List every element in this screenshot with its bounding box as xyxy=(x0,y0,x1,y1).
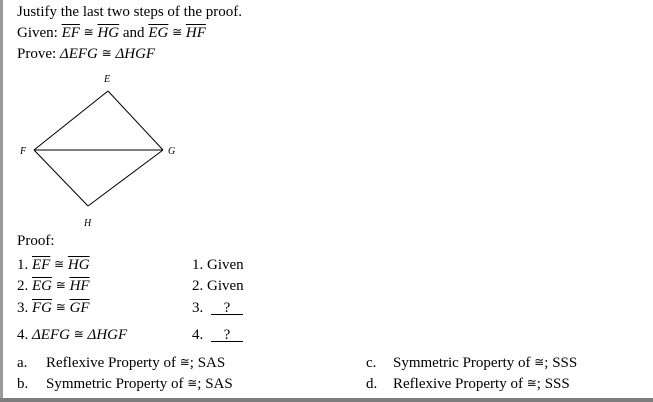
statement-seg-a: $\overline{EG}$ xyxy=(32,278,52,294)
choice-b-letter[interactable]: b. xyxy=(17,376,29,392)
reason-1 xyxy=(192,257,244,274)
instruction-text: Justify the last two steps of the proof. xyxy=(17,4,242,20)
choice-a-text[interactable] xyxy=(46,355,225,372)
congruent-symbol: ≅ xyxy=(54,257,65,271)
reason-number: 4. xyxy=(192,327,204,343)
congruent-symbol: ≅ xyxy=(55,300,66,314)
reason-number: 1. xyxy=(192,257,204,273)
choice-d-text[interactable] xyxy=(393,376,570,393)
statement-number: 3. xyxy=(17,300,29,316)
congruent-symbol: ≅ xyxy=(101,46,112,60)
congruent-symbol: ≅ xyxy=(172,25,183,39)
congruent-symbol: ≅ xyxy=(179,355,190,369)
segment-fh xyxy=(34,150,88,206)
given-and: and xyxy=(122,25,145,41)
statement-number: 1. xyxy=(17,257,29,273)
given-seg-eg: $\overline{EG}$ xyxy=(148,25,169,41)
given-label: Given: xyxy=(17,25,58,41)
statement-seg-b: $\overline{HG}$ xyxy=(67,257,90,273)
statement-tri-b: ΔHGF xyxy=(87,327,128,343)
vertex-label-e: E xyxy=(104,74,111,85)
statement-seg-b: $\overline{HF}$ xyxy=(69,278,90,294)
reason-3 xyxy=(192,300,243,317)
statement-seg-a: $\overline{FG}$ xyxy=(32,300,52,316)
proof-label: Proof: xyxy=(17,233,55,249)
segment-hg xyxy=(88,150,163,206)
choice-c-label: Symmetric Property of xyxy=(393,355,535,371)
choice-d-label: Reflexive Property of xyxy=(393,376,527,392)
statement-4 xyxy=(17,327,127,344)
choice-c-text[interactable] xyxy=(393,355,577,372)
quadrilateral-diagram xyxy=(0,66,200,236)
choice-a-letter[interactable]: a. xyxy=(17,355,28,371)
reason-blank: ? xyxy=(211,329,243,342)
statement-seg-a: $\overline{EF}$ xyxy=(32,257,51,273)
statement-1 xyxy=(17,257,90,274)
bottom-border xyxy=(0,398,653,402)
reason-number: 2. xyxy=(192,278,204,294)
statement-tri-a: ΔEFG xyxy=(32,327,70,343)
congruent-symbol: ≅ xyxy=(187,376,198,390)
given-line xyxy=(17,25,206,42)
congruent-symbol: ≅ xyxy=(526,376,537,390)
congruent-symbol: ≅ xyxy=(534,355,545,369)
statement-2 xyxy=(17,278,90,295)
reason-number: 3. xyxy=(192,300,204,316)
reason-text: Given xyxy=(207,257,244,273)
congruent-symbol: ≅ xyxy=(73,327,84,341)
statement-number: 4. xyxy=(17,327,29,343)
reason-4 xyxy=(192,327,243,344)
choice-b-suffix: ; SAS xyxy=(197,376,233,392)
choice-b-label: Symmetric Property of xyxy=(46,376,188,392)
choice-b-text[interactable] xyxy=(46,376,233,393)
vertex-label-h: H xyxy=(84,218,92,229)
statement-seg-b: $\overline{GF}$ xyxy=(69,300,90,316)
choice-d-letter[interactable]: d. xyxy=(366,376,378,392)
choice-c-letter[interactable]: c. xyxy=(366,355,377,371)
prove-tri-efg: ΔEFG xyxy=(59,46,98,62)
given-seg-hg: $\overline{HG}$ xyxy=(97,25,120,41)
choice-a-suffix: ; SAS xyxy=(189,355,226,371)
reason-2 xyxy=(192,278,244,295)
statement-3 xyxy=(17,300,90,317)
choice-d-suffix: ; SSS xyxy=(536,376,570,392)
congruent-symbol: ≅ xyxy=(83,25,94,39)
segment-eg xyxy=(108,91,163,150)
choice-a-label: Reflexive Property of xyxy=(46,355,180,371)
given-seg-hf: $\overline{HF}$ xyxy=(185,25,206,41)
statement-number: 2. xyxy=(17,278,29,294)
given-seg-ef: $\overline{EF}$ xyxy=(61,25,80,41)
congruent-symbol: ≅ xyxy=(55,278,66,292)
prove-line xyxy=(17,46,155,63)
segment-ef xyxy=(34,91,108,150)
prove-label: Prove: xyxy=(17,46,57,62)
vertex-label-g: G xyxy=(168,146,176,157)
choice-c-suffix: ; SSS xyxy=(544,355,578,371)
prove-tri-hgf: ΔHGF xyxy=(115,46,156,62)
reason-blank: ? xyxy=(211,302,243,315)
reason-text: Given xyxy=(207,278,244,294)
vertex-label-f: F xyxy=(20,146,27,157)
